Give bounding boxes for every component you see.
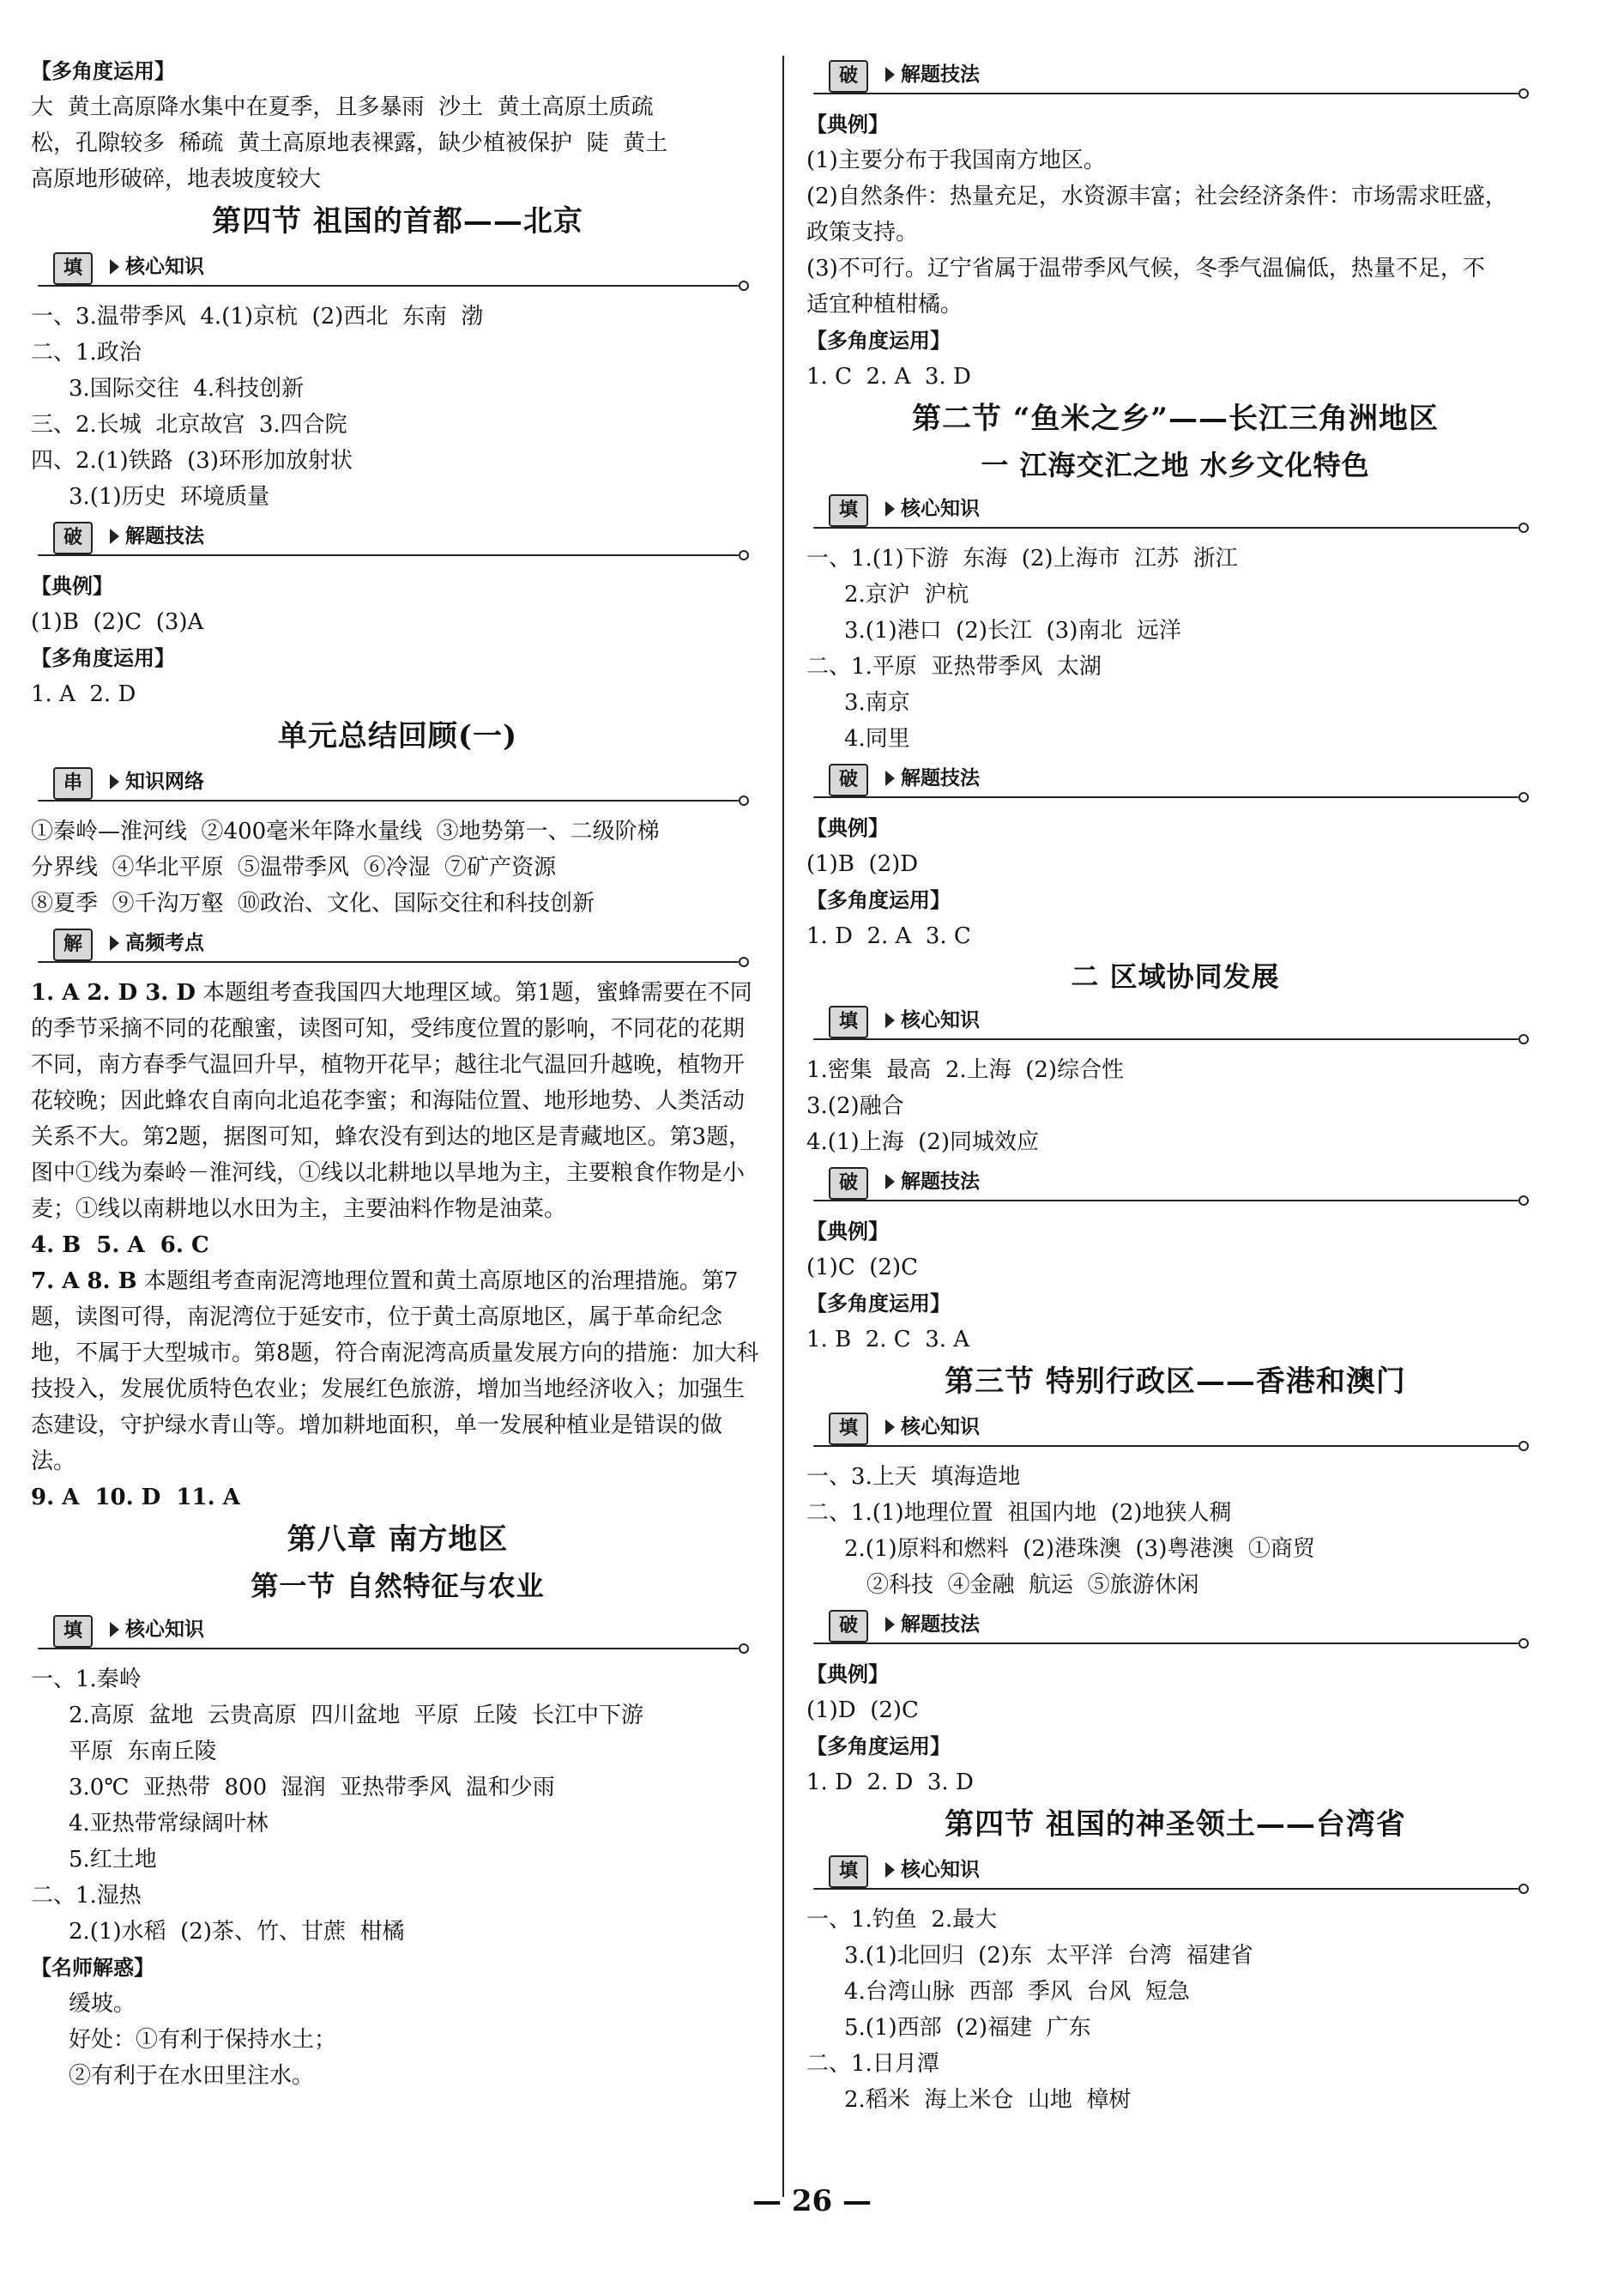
- answer-line: 3.(1)港口 (2)长江 (3)南北 远洋: [844, 618, 1181, 644]
- answer-line: 缓坡。: [69, 1991, 136, 2017]
- banner-rule: [813, 93, 1518, 94]
- section-title: 第一节 自然特征与农业: [251, 1570, 545, 1602]
- triangle-icon: [110, 529, 119, 544]
- break-tag: 破: [829, 1610, 868, 1643]
- example-heading: 【典例】: [31, 574, 113, 598]
- section-banner: [31, 1613, 764, 1653]
- explanation-paragraph: [31, 975, 764, 1227]
- answer-line: 1. A 2. D: [31, 681, 136, 707]
- answer-line: 政策支持。: [806, 220, 919, 245]
- explanation-paragraph: [31, 1263, 764, 1479]
- answer-line: (1)主要分布于我国南方地区。: [806, 148, 1106, 173]
- answer-line: 高原地形破碎，地表坡度较大: [31, 166, 322, 192]
- answer-line: (3)不可行。辽宁省属于温带季风气候，冬季气温偏低，热量不足，不: [806, 256, 1485, 281]
- triangle-icon: [110, 259, 119, 275]
- answer-line: 二、1.日月潭: [806, 2051, 939, 2077]
- example-heading: 【典例】: [806, 816, 889, 840]
- chain-tag: 串: [53, 767, 93, 800]
- answer-line: 二、1.湿热: [31, 1883, 142, 1909]
- circle-icon: [1518, 1034, 1529, 1044]
- circle-icon: [1518, 1441, 1529, 1451]
- fill-tag: 填: [829, 1006, 868, 1038]
- answer-line: 3.南京: [844, 690, 910, 716]
- answer-line: 1. D 2. A 3. C: [806, 923, 971, 949]
- answer-line: 二、1.平原 亚热带季风 太湖: [806, 654, 1102, 680]
- break-tag: 破: [829, 60, 868, 93]
- answer-line: 2.(1)水稻 (2)茶、竹、甘蔗 柑橘: [69, 1919, 405, 1945]
- triangle-icon: [885, 67, 895, 82]
- circle-icon: [1518, 792, 1529, 802]
- answer-line: (1)C (2)C: [806, 1255, 918, 1280]
- answer-line: 4.台湾山脉 西部 季风 台风 短急: [844, 1979, 1190, 2005]
- multi-use-heading: 【多角度运用】: [806, 329, 951, 353]
- teacher-heading: 【名师解惑】: [31, 1956, 154, 1980]
- answer-line: 2.京沪 沪杭: [844, 582, 969, 608]
- answer-key: 9. A 10. D 11. A: [31, 1485, 240, 1510]
- answer-line: 5.红土地: [69, 1847, 157, 1873]
- section-banner: [806, 762, 1544, 802]
- answer-line: ②科技 ④金融 航运 ⑤旅游休闲: [866, 1572, 1199, 1598]
- answer-line: 大 黄土高原降水集中在夏季，且多暴雨 沙土 黄土高原土质疏: [31, 94, 654, 120]
- answer-line: 2.(1)原料和燃料 (2)港珠澳 (3)粤港澳 ①商贸: [844, 1536, 1315, 1562]
- fill-tag: 填: [53, 252, 93, 285]
- triangle-icon: [885, 771, 895, 786]
- section-banner: [806, 1854, 1544, 1893]
- answer-line: 二、1.政治: [31, 340, 142, 366]
- section-banner: [806, 1608, 1544, 1648]
- example-heading: 【典例】: [806, 1219, 889, 1243]
- section-title: 第四节 祖国的神圣领土——台湾省: [945, 1807, 1406, 1842]
- banner-label: 解题技法: [901, 64, 980, 86]
- triangle-icon: [885, 1013, 895, 1028]
- answer-line: 好处：①有利于保持水土；: [69, 2027, 337, 2053]
- section-banner: [31, 765, 764, 805]
- banner-rule: [813, 1200, 1518, 1201]
- circle-icon: [1518, 1884, 1529, 1894]
- banner-label: 解题技法: [901, 767, 980, 790]
- answer-line: 1. B 2. C 3. A: [806, 1327, 970, 1352]
- section-banner: [31, 520, 764, 560]
- answer-line: 二、1.(1)地理位置 祖国内地 (2)地狭人稠: [806, 1500, 1232, 1526]
- banner-rule: [813, 527, 1518, 529]
- section-title: 第四节 祖国的首都——北京: [212, 204, 583, 239]
- answer-key: 4. B 5. A 6. C: [31, 1232, 209, 1258]
- section-title: 第二节 “鱼米之乡”——长江三角洲地区: [912, 402, 1439, 436]
- banner-label: 解题技法: [901, 1171, 980, 1193]
- triangle-icon: [110, 935, 119, 951]
- triangle-icon: [885, 1419, 895, 1435]
- answer-line: 一、1.秦岭: [31, 1667, 142, 1692]
- fill-tag: 填: [829, 1413, 868, 1445]
- break-tag: 破: [53, 522, 93, 554]
- answer-line: ⑧夏季 ⑨千沟万壑 ⑩政治、文化、国际交往和科技创新: [31, 891, 595, 917]
- multi-use-heading: 【多角度运用】: [31, 59, 175, 83]
- banner-label: 解题技法: [125, 525, 204, 548]
- fill-tag: 填: [829, 1855, 868, 1888]
- left-column: [31, 53, 764, 2094]
- example-heading: 【典例】: [806, 112, 889, 136]
- answer-line: 3.(1)历史 环境质量: [69, 484, 270, 510]
- answer-line: 3.国际交往 4.科技创新: [69, 376, 305, 402]
- break-tag: 破: [829, 1167, 868, 1200]
- section-banner: [31, 251, 764, 290]
- circle-icon: [739, 796, 749, 806]
- banner-rule: [813, 796, 1518, 798]
- triangle-icon: [110, 774, 119, 790]
- answer-line: 2.高原 盆地 云贵高原 四川盆地 平原 丘陵 长江中下游: [69, 1703, 643, 1728]
- banner-label: 核心知识: [901, 498, 980, 520]
- example-heading: 【典例】: [806, 1662, 889, 1686]
- subsection-title: 二 区域协同发展: [1071, 960, 1280, 993]
- subsection-title: 一 江海交汇之地 水乡文化特色: [981, 449, 1370, 481]
- section-banner: [806, 1004, 1544, 1044]
- unit-title: 单元总结回顾(一): [277, 719, 518, 753]
- answer-line: 3.(1)北回归 (2)东 太平洋 台湾 福建省: [844, 1943, 1253, 1969]
- answer-line: (1)B (2)D: [806, 851, 919, 877]
- banner-label: 核心知识: [125, 1618, 204, 1641]
- fill-tag: 填: [53, 1615, 93, 1648]
- circle-icon: [1518, 523, 1529, 533]
- banner-label: 核心知识: [901, 1009, 980, 1032]
- circle-icon: [739, 281, 749, 291]
- banner-rule: [813, 1888, 1518, 1890]
- circle-icon: [739, 550, 749, 560]
- chapter-title: 第八章 南方地区: [287, 1522, 509, 1557]
- banner-label: 高频考点: [125, 932, 204, 954]
- answer-line: 一、1.钓鱼 2.最大: [806, 1907, 998, 1933]
- right-column: [806, 53, 1544, 2118]
- answer-line: 1. D 2. D 3. D: [806, 1770, 974, 1795]
- page-number: — 26 —: [752, 2184, 872, 2218]
- answer-line: 1.密集 最高 2.上海 (2)综合性: [806, 1057, 1125, 1083]
- section-banner: [806, 58, 1544, 98]
- answer-line: 4.同里: [844, 726, 910, 752]
- answer-line: 5.(1)西部 (2)福建 广东: [844, 2015, 1091, 2041]
- circle-icon: [1518, 1638, 1529, 1649]
- banner-rule: [38, 961, 739, 963]
- circle-icon: [739, 1643, 749, 1654]
- answer-line: ②有利于在水田里注水。: [69, 2063, 315, 2089]
- answer-line: 4.(1)上海 (2)同城效应: [806, 1129, 1039, 1155]
- banner-label: 核心知识: [901, 1859, 980, 1881]
- answer-line: 适宜种植柑橘。: [806, 292, 963, 318]
- multi-use-heading: 【多角度运用】: [806, 888, 951, 912]
- section-banner: [806, 1411, 1544, 1450]
- triangle-icon: [885, 1174, 895, 1189]
- column-divider: [782, 56, 784, 2197]
- circle-icon: [1518, 88, 1529, 99]
- multi-use-heading: 【多角度运用】: [806, 1734, 951, 1758]
- multi-use-heading: 【多角度运用】: [31, 646, 175, 670]
- answer-line: 3.(2)融合: [806, 1093, 904, 1119]
- banner-label: 解题技法: [901, 1613, 980, 1636]
- fill-tag: 填: [829, 494, 868, 527]
- break-tag: 破: [829, 764, 868, 796]
- answer-line: 松，孔隙较多 稀疏 黄土高原地表裸露，缺少植被保护 陡 黄土: [31, 130, 668, 156]
- answer-line: 3.0℃ 亚热带 800 湿润 亚热带季风 温和少雨: [69, 1775, 555, 1800]
- banner-rule: [38, 1648, 739, 1649]
- banner-label: 知识网络: [125, 771, 204, 793]
- answer-line: 1. C 2. A 3. D: [806, 364, 971, 390]
- answer-line: (2)自然条件：热量充足，水资源丰富；社会经济条件：市场需求旺盛，: [806, 184, 1507, 209]
- answer-line: 4.亚热带常绿阔叶林: [69, 1811, 269, 1836]
- banner-rule: [38, 285, 739, 287]
- banner-rule: [38, 800, 739, 802]
- answer-line: ①秦岭—淮河线 ②400毫米年降水量线 ③地势第一、二级阶梯: [31, 819, 660, 844]
- answer-key: 7. A 8. B: [31, 1268, 137, 1294]
- section-banner: [31, 927, 764, 966]
- answer-line: 平原 东南丘陵: [69, 1739, 217, 1764]
- banner-rule: [813, 1038, 1518, 1040]
- banner-rule: [813, 1445, 1518, 1447]
- answer-line: 一、1.(1)下游 东海 (2)上海市 江苏 浙江: [806, 546, 1238, 572]
- answer-line: 四、2.(1)铁路 (3)环形加放射状: [31, 448, 353, 474]
- triangle-icon: [110, 1622, 119, 1637]
- answer-line: 一、3.上天 填海造地: [806, 1464, 1021, 1490]
- explanation-text: 本题组考查南泥湾地理位置和黄土高原地区的治理措施。第7题，读图可得，南泥湾位于延安市，位于黄土高原地区，属于革命纪念地，不属于大型城市。第8题，符合南泥湾高质量发展方向的措施：加大科技投入，发展优质特色农业；发展红色旅游，增加当地经济收入；加强生态建设，守护绿水青山等。增加耕地面积，单一发展种植业是错误的做法。: [31, 1268, 759, 1474]
- section-banner: [806, 1165, 1544, 1205]
- section-title: 第三节 特别行政区——香港和澳门: [945, 1364, 1406, 1399]
- answer-line: 三、2.长城 北京故宫 3.四合院: [31, 412, 347, 438]
- circle-icon: [1518, 1195, 1529, 1206]
- answer-line: (1)B (2)C (3)A: [31, 609, 204, 635]
- multi-use-heading: 【多角度运用】: [806, 1292, 951, 1316]
- triangle-icon: [885, 501, 895, 517]
- banner-label: 核心知识: [125, 256, 204, 278]
- answer-line: 一、3.温带季风 4.(1)京杭 (2)西北 东南 渤: [31, 304, 484, 330]
- banner-label: 核心知识: [901, 1416, 980, 1438]
- explanation-text: 本题组考查我国四大地理区域。第1题，蜜蜂需要在不同的季节采摘不同的花酿蜜，读图可知，受纬度位置的影响，不同花的花期不同，南方春季气温回升早，植物开花早；越往北气温回升越晚，植物开花较晚；因此蜂农自南向北追花李蜜；和海陆位置、地形地势、人类活动关系不大。第2题，据图可知，蜂农没有到达的地区是青藏地区。第3题，图中①线为秦岭－淮河线，①线以北耕地以旱地为主，主要粮食作物是小麦；①线以南耕地以水田为主，主要油料作物是油菜。: [31, 980, 752, 1222]
- answer-line: 分界线 ④华北平原 ⑤温带季风 ⑥冷湿 ⑦矿产资源: [31, 855, 557, 880]
- answer-line: 2.稻米 海上米仓 山地 樟树: [844, 2087, 1132, 2113]
- answer-key: 1. A 2. D 3. D: [31, 980, 196, 1006]
- section-banner: [806, 493, 1544, 532]
- triangle-icon: [885, 1617, 895, 1632]
- banner-rule: [38, 554, 739, 556]
- solve-tag: 解: [53, 929, 93, 961]
- banner-rule: [813, 1643, 1518, 1644]
- answer-line: (1)D (2)C: [806, 1697, 919, 1723]
- circle-icon: [739, 957, 749, 967]
- triangle-icon: [885, 1862, 895, 1878]
